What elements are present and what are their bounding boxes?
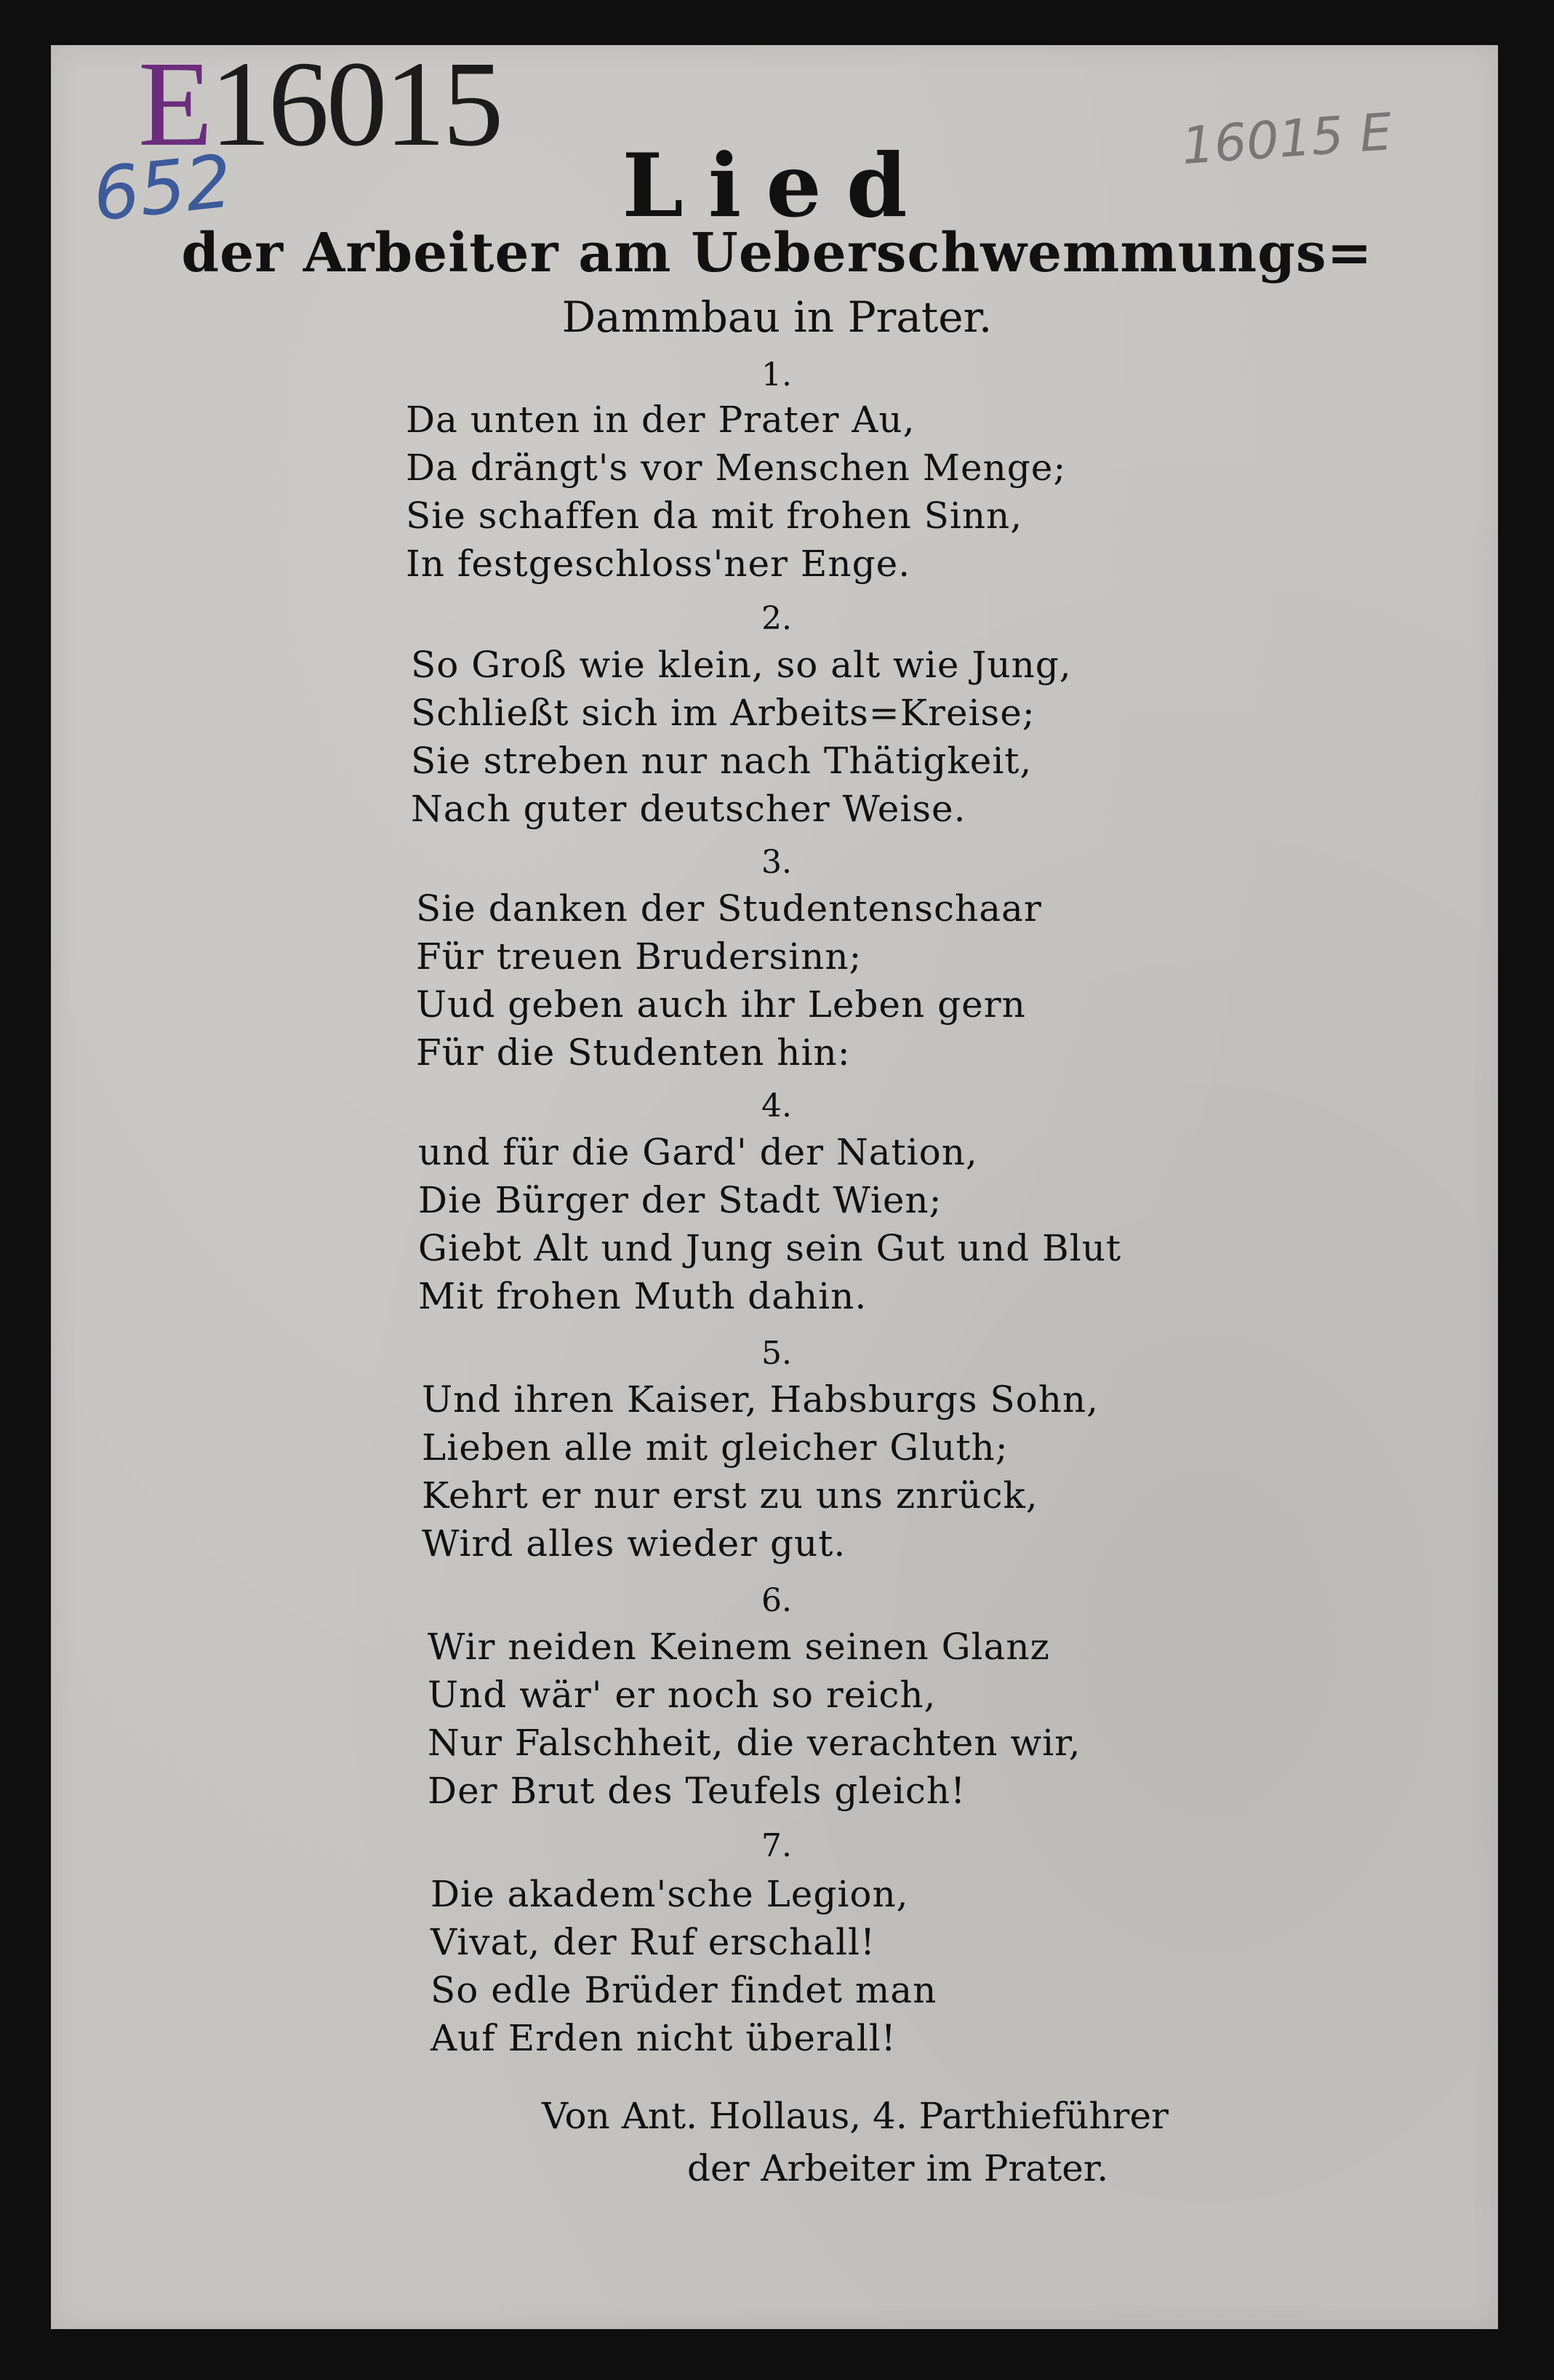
verse-line: Da unten in der Prater Au,	[406, 399, 916, 441]
verse-line: und für die Gard' der Nation,	[418, 1131, 978, 1173]
verse-line: Die Bürger der Stadt Wien;	[418, 1179, 942, 1221]
author-signature: Von Ant. Hollaus, 4. Parthieführer	[542, 2095, 1169, 2137]
verse-line: Auf Erden nicht überall!	[430, 2017, 897, 2059]
verse-line: Kehrt er nur erst zu uns znrück,	[422, 1474, 1038, 1517]
verse-line: Der Brut des Teufels gleich!	[428, 1770, 966, 1812]
stamp-number: 16015	[209, 36, 501, 172]
verse-line: Für die Studenten hin:	[416, 1031, 851, 1074]
verse-line: Für treuen Brudersinn;	[416, 935, 862, 978]
verse-line: Und ihren Kaiser, Habsburgs Sohn,	[422, 1378, 1100, 1421]
title-line-2: der Arbeiter am Ueberschwemmungs=	[181, 222, 1373, 284]
verse-line: Vivat, der Ruf erschall!	[430, 1921, 876, 1963]
stanza-number: 1.	[761, 356, 792, 394]
stanza-number: 2.	[761, 600, 792, 637]
verse-line: Uud geben auch ihr Leben gern	[416, 983, 1026, 1026]
verse-line: Giebt Alt und Jung sein Gut und Blut	[418, 1227, 1122, 1269]
verse-line: Da drängt's vor Menschen Menge;	[406, 447, 1067, 489]
handwritten-number-left: 652	[89, 138, 236, 238]
verse-line: Lieben alle mit gleicher Gluth;	[422, 1426, 1009, 1469]
verse-line: Schließt sich im Arbeits=Kreise;	[411, 692, 1036, 734]
stanza-number: 6.	[761, 1582, 792, 1619]
verse-line: Sie streben nur nach Thätigkeit,	[411, 740, 1033, 782]
verse-line: Nach guter deutscher Weise.	[411, 788, 966, 830]
verse-line: So Groß wie klein, so alt wie Jung,	[411, 644, 1072, 686]
stanza-number: 7.	[761, 1827, 792, 1864]
verse-line: Nur Falschheit, die verachten wir,	[428, 1722, 1081, 1764]
verse-line: Wird alles wieder gut.	[422, 1522, 846, 1565]
verse-line: Und wär' er noch so reich,	[428, 1674, 937, 1716]
title-line-3: Dammbau in Prater.	[561, 292, 993, 342]
stanza-number: 4.	[761, 1087, 792, 1125]
verse-line: Sie schaffen da mit frohen Sinn,	[406, 495, 1023, 537]
author-affiliation: der Arbeiter im Prater.	[687, 2147, 1109, 2189]
stanza-number: 5.	[761, 1335, 792, 1372]
stamp-letter: E	[138, 36, 210, 172]
verse-line: In festgeschloss'ner Enge.	[406, 543, 911, 585]
title-line-1: Lied	[622, 135, 932, 237]
verse-line: Mit frohen Muth dahin.	[418, 1275, 868, 1317]
verse-line: Die akadem'sche Legion,	[430, 1873, 909, 1915]
stanza-number: 3.	[761, 844, 792, 881]
verse-line: Sie danken der Studentenschaar	[416, 887, 1042, 930]
verse-line: So edle Brüder findet man	[430, 1969, 937, 2011]
handwritten-number-right: 16015 E	[1179, 102, 1394, 176]
verse-line: Wir neiden Keinem seinen Glanz	[428, 1626, 1050, 1668]
